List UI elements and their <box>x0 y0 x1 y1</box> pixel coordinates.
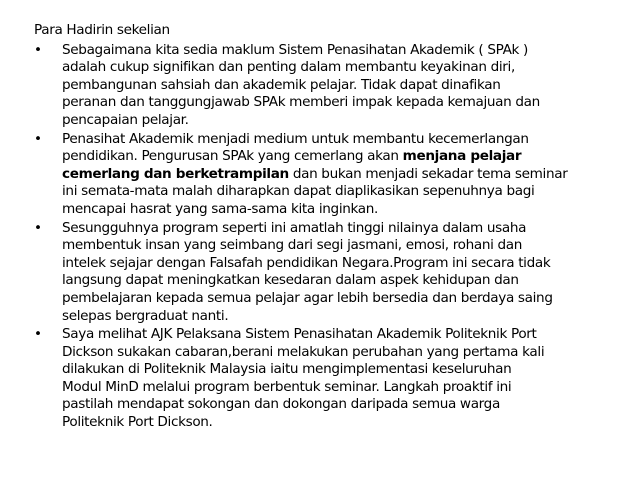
bullet-marker: • <box>34 130 42 147</box>
paragraph-line: Saya melihat AJK Pelaksana Sistem Penasihatan Akademik Politeknik Port <box>62 326 537 343</box>
paragraph-line: Modul MinD melalui program berbentuk seminar. Langkah proaktif ini <box>62 378 512 395</box>
paragraph-line: intelek sejajar dengan Falsafah pendidikan Negara.Program ini secara tidak <box>62 254 551 271</box>
paragraph-line: membentuk insan yang seimbang dari segi jasmani, emosi, rohani dan <box>62 237 523 254</box>
paragraph-line: Sesungguhnya program seperti ini amatlah tinggi nilainya dalam usaha <box>62 219 527 236</box>
paragraph-line: pastilah mendapat sokongan dan dokongan daripada semua warga <box>62 396 500 413</box>
paragraph-line: pencapaian pelajar. <box>62 111 189 128</box>
paragraph-line: peranan dan tanggungjawab SPAk memberi impak kepada kemajuan dan <box>62 94 540 111</box>
paragraph-line: pembangunan sahsiah dan akademik pelajar. Tidak dapat dinafikan <box>62 76 501 93</box>
paragraph-text: dan bukan menjadi sekadar tema seminar <box>288 165 568 182</box>
paragraph-line: dilakukan di Politeknik Malaysia iaitu mengimplementasi keseluruhan <box>62 361 512 378</box>
paragraph-line: Politeknik Port Dickson. <box>62 414 213 431</box>
paragraph-line: pembelajaran kepada semua pelajar agar lebih bersedia dan berdaya saing <box>62 289 553 306</box>
paragraph-line: Penasihat Akademik menjadi medium untuk membantu kecemerlangan <box>62 130 529 147</box>
bullet-item <box>34 131 606 219</box>
bullet-marker: • <box>34 326 42 343</box>
paragraph-line: langsung dapat meningkatkan kesedaran dalam aspek kehidupan dan <box>62 272 519 289</box>
bold-emphasis: cemerlang dan berketrampilan <box>62 165 289 182</box>
greeting-line: Para Hadirin sekelian <box>34 22 170 38</box>
paragraph-line: selepas bergraduat nanti. <box>62 307 229 324</box>
paragraph-line: adalah cukup signifikan dan penting dalam membantu keyakinan diri, <box>62 59 515 76</box>
paragraph-line: Sebagaimana kita sedia maklum Sistem Penasihatan Akademik ( SPAk ) <box>62 41 528 58</box>
bullet-item <box>34 220 606 326</box>
paragraph-line <box>62 166 606 184</box>
paragraph-text: pendidikan. Pengurusan SPAk yang cemerlang akan <box>62 148 403 165</box>
bullet-marker: • <box>34 41 42 58</box>
bullet-item <box>34 42 606 130</box>
paragraph-line <box>62 148 606 166</box>
paragraph-line: ini semata-mata malah diharapkan dapat diaplikasikan sepenuhnya bagi <box>62 183 535 200</box>
paragraph-line: Dickson sukakan cabaran,berani melakukan perubahan yang pertama kali <box>62 343 545 360</box>
bullet-item <box>34 326 606 432</box>
bullet-list <box>34 42 606 432</box>
bullet-marker: • <box>34 219 42 236</box>
slide-body <box>34 22 606 433</box>
bold-emphasis: menjana pelajar <box>402 148 522 165</box>
paragraph-line: mencapai hasrat yang sama-sama kita inginkan. <box>62 200 379 217</box>
